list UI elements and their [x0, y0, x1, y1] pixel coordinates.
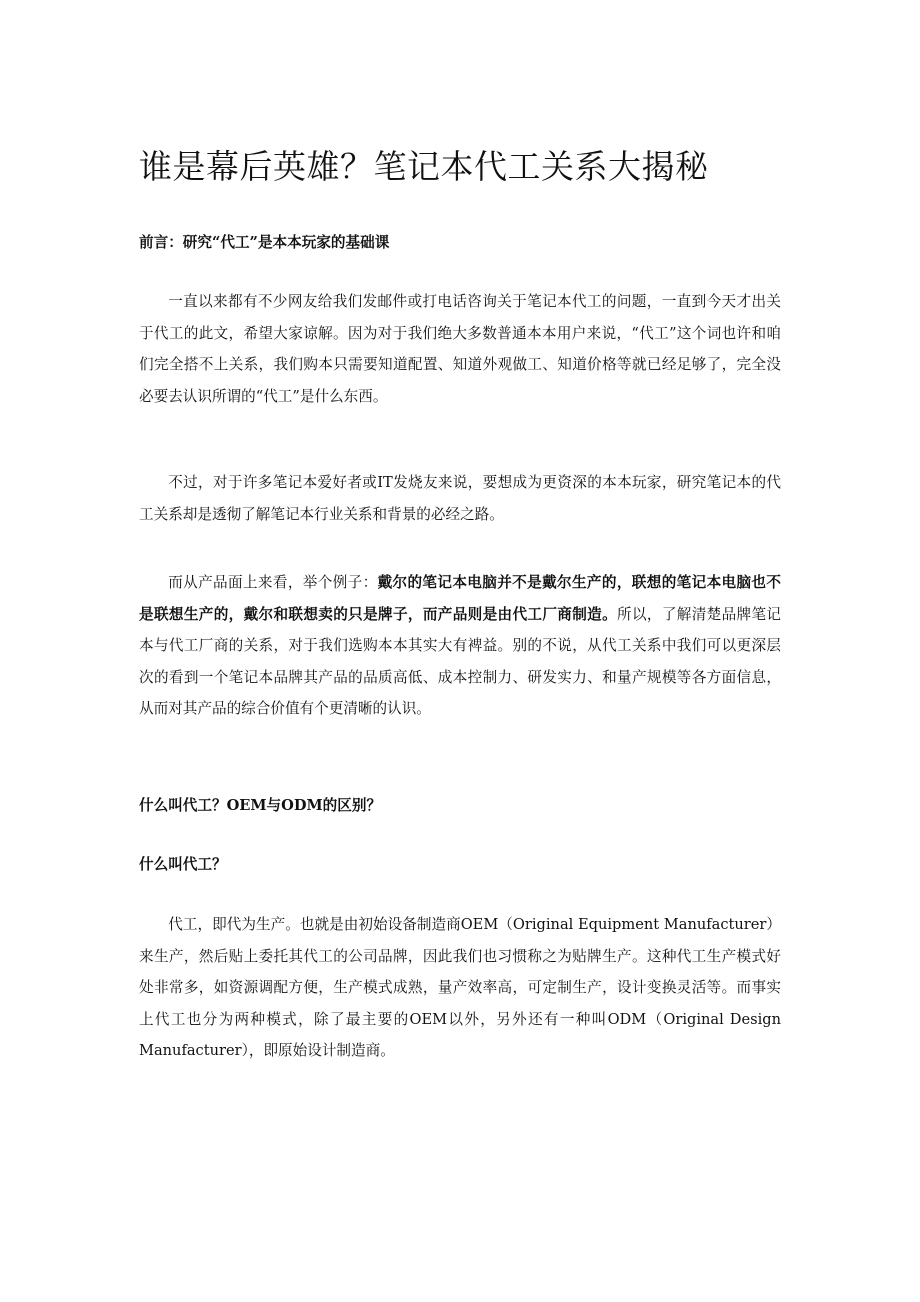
example-bold-statement: 戴尔的笔记本电脑并不是戴尔生产的，联想的笔记本电脑也不是联想生产的，戴尔和联想卖的只是牌子，而产品则是由代工厂商制造。 — [139, 574, 781, 623]
paragraph-intro: 一直以来都有不少网友给我们发邮件或打电话咨询关于笔记本代工的问题，一直到今天才出关于代工的此文，希望大家谅解。因为对于我们绝大多数普通本本用户来说，“代工”这个词也许和咱们完全搭不上关系，我们购本只需要知道配置、知道外观做工、知道价格等就已经足够了，完全没必要去认识所谓的“代工”是什么东西。 — [139, 293, 781, 405]
paragraph-enthusiasts: 不过，对于许多笔记本爱好者或IT发烧友来说，要想成为更资深的本本玩家，研究笔记本的代工关系却是透彻了解笔记本行业关系和背景的必经之路。 — [139, 474, 781, 523]
example-prefix: 而从产品面上来看，举个例子： — [168, 574, 378, 591]
example-suffix: 所以，了解清楚品牌笔记本与代工厂商的关系，对于我们选购本本其实大有裨益。别的不说，从代工关系中我们可以更深层次的看到一个笔记本品牌其产品的品质高低、成本控制力、研发实力、和量产规模等各方面信息，从而对其产品的综合价值有个更清晰的认识。 — [139, 605, 781, 717]
paragraph-oem-definition: 代工，即代为生产。也就是由初始设备制造商OEM（Original Equipment Manufacturer）来生产，然后贴上委托其代工的公司品牌，因此我们也习惯称之为贴牌生产。这种代工生产模式好处非常多，如资源调配方便，生产模式成熟，量产效率高，可定制生产，设计变换灵活等。而事实上代工也分为两种模式，除了最主要的OEM以外，另外还有一种叫ODM（Original Design Manufacturer），即原始设计制造商。 — [139, 916, 781, 1059]
subsection-heading-what-is-oem: 什么叫代工？ — [139, 856, 227, 873]
section-heading-oem-odm: 什么叫代工？OEM与ODM的区别？ — [139, 797, 382, 814]
paragraph-example — [139, 567, 781, 725]
preface-heading: 前言：研究“代工”是本本玩家的基础课 — [139, 234, 390, 251]
document-title: 谁是幕后英雄？笔记本代工关系大揭秘 — [139, 147, 709, 186]
